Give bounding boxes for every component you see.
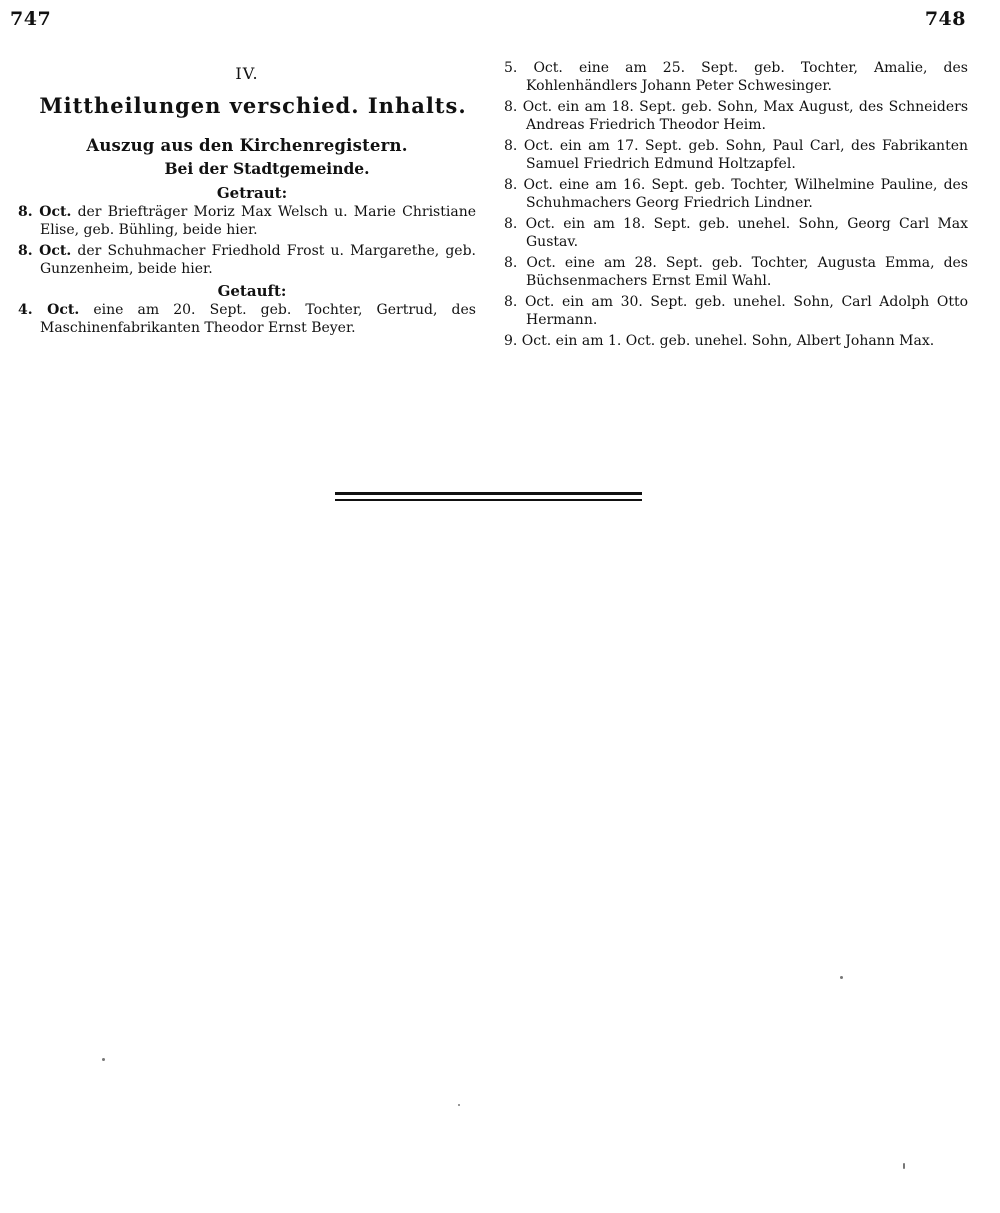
entry-date: 8. Oct. (504, 255, 556, 271)
entry-date: 9. Oct. (504, 333, 552, 349)
getauft-heading: Getauft: (217, 282, 287, 300)
page-number-right: 748 (924, 8, 966, 30)
entry-text: ein am 1. Oct. geb. unehel. Sohn, Albert Johann Max. (555, 333, 935, 349)
entry-date: 8. Oct. (504, 177, 553, 193)
marriage-entry (18, 243, 476, 278)
paper-speck (458, 1104, 460, 1106)
paper-speck (903, 1163, 905, 1169)
entry-text: eine am 16. Sept. geb. Tochter, Wilhelmine Pauline, des Schuhmachers Georg Friedrich Lindner. (526, 177, 969, 211)
entry-text: ein am 30. Sept. geb. unehel. Sohn, Carl Adolph Otto Hermann. (526, 294, 969, 328)
entry-text: ein am 18. Sept. geb. Sohn, Max August, des Schneiders Andreas Friedrich Theodor Heim. (526, 99, 969, 133)
entry-date: 8. Oct. (18, 204, 72, 220)
baptism-entry (504, 177, 968, 212)
entry-date: 8. Oct. (18, 243, 72, 259)
entry-date: 8. Oct. (504, 294, 555, 310)
entry-date: 5. Oct. (504, 60, 563, 76)
baptism-entry (504, 60, 968, 95)
section-title: Mittheilungen verschied. Inhalts. (39, 93, 467, 118)
congregation-heading: Bei der Stadtgemeinde. (164, 159, 370, 178)
baptism-entry (504, 216, 968, 251)
baptism-entry (504, 99, 968, 134)
paper-speck (102, 1058, 105, 1061)
paper-speck (840, 976, 843, 979)
entry-text: ein am 18. Sept. geb. unehel. Sohn, Georg Carl Max Gustav. (526, 216, 969, 250)
marriage-entry (18, 204, 476, 239)
baptism-entry (504, 255, 968, 290)
entry-text: ein am 17. Sept. geb. Sohn, Paul Carl, des Fabrikanten Samuel Friedrich Edmund Holtzapfel. (526, 138, 969, 172)
section-number: IV. (235, 64, 259, 83)
entry-date: 4. Oct. (18, 302, 80, 318)
baptism-entry (504, 138, 968, 173)
section-end-rule-thin (335, 499, 642, 501)
baptism-entry (504, 294, 968, 329)
entry-text: der Schuhmacher Friedhold Frost u. Margarethe, geb. Gunzenheim, beide hier. (40, 243, 476, 277)
page-number-left: 747 (10, 8, 52, 30)
getraut-heading: Getraut: (216, 184, 288, 202)
entry-text: eine am 20. Sept. geb. Tochter, Gertrud, des Maschinenfabrikanten Theodor Ernst Beyer. (40, 302, 476, 336)
baptism-entry (18, 302, 476, 337)
right-column (504, 60, 968, 355)
entry-text: eine am 25. Sept. geb. Tochter, Amalie, des Kohlenhändlers Johann Peter Schwesinger. (526, 60, 968, 94)
section-end-rule-thick (335, 492, 642, 495)
entry-text: der Briefträger Moriz Max Welsch u. Marie Christiane Elise, geb. Bühling, beide hier. (40, 204, 476, 238)
entry-date: 8. Oct. (504, 99, 553, 115)
baptism-entry (504, 333, 968, 351)
entry-text: eine am 28. Sept. geb. Tochter, Augusta Emma, des Büchsenmachers Ernst Emil Wahl. (526, 255, 968, 289)
entry-date: 8. Oct. (504, 138, 554, 154)
entry-date: 8. Oct. (504, 216, 555, 232)
section-subtitle: Auszug aus den Kirchenregistern. (86, 136, 408, 155)
left-column (18, 60, 476, 341)
